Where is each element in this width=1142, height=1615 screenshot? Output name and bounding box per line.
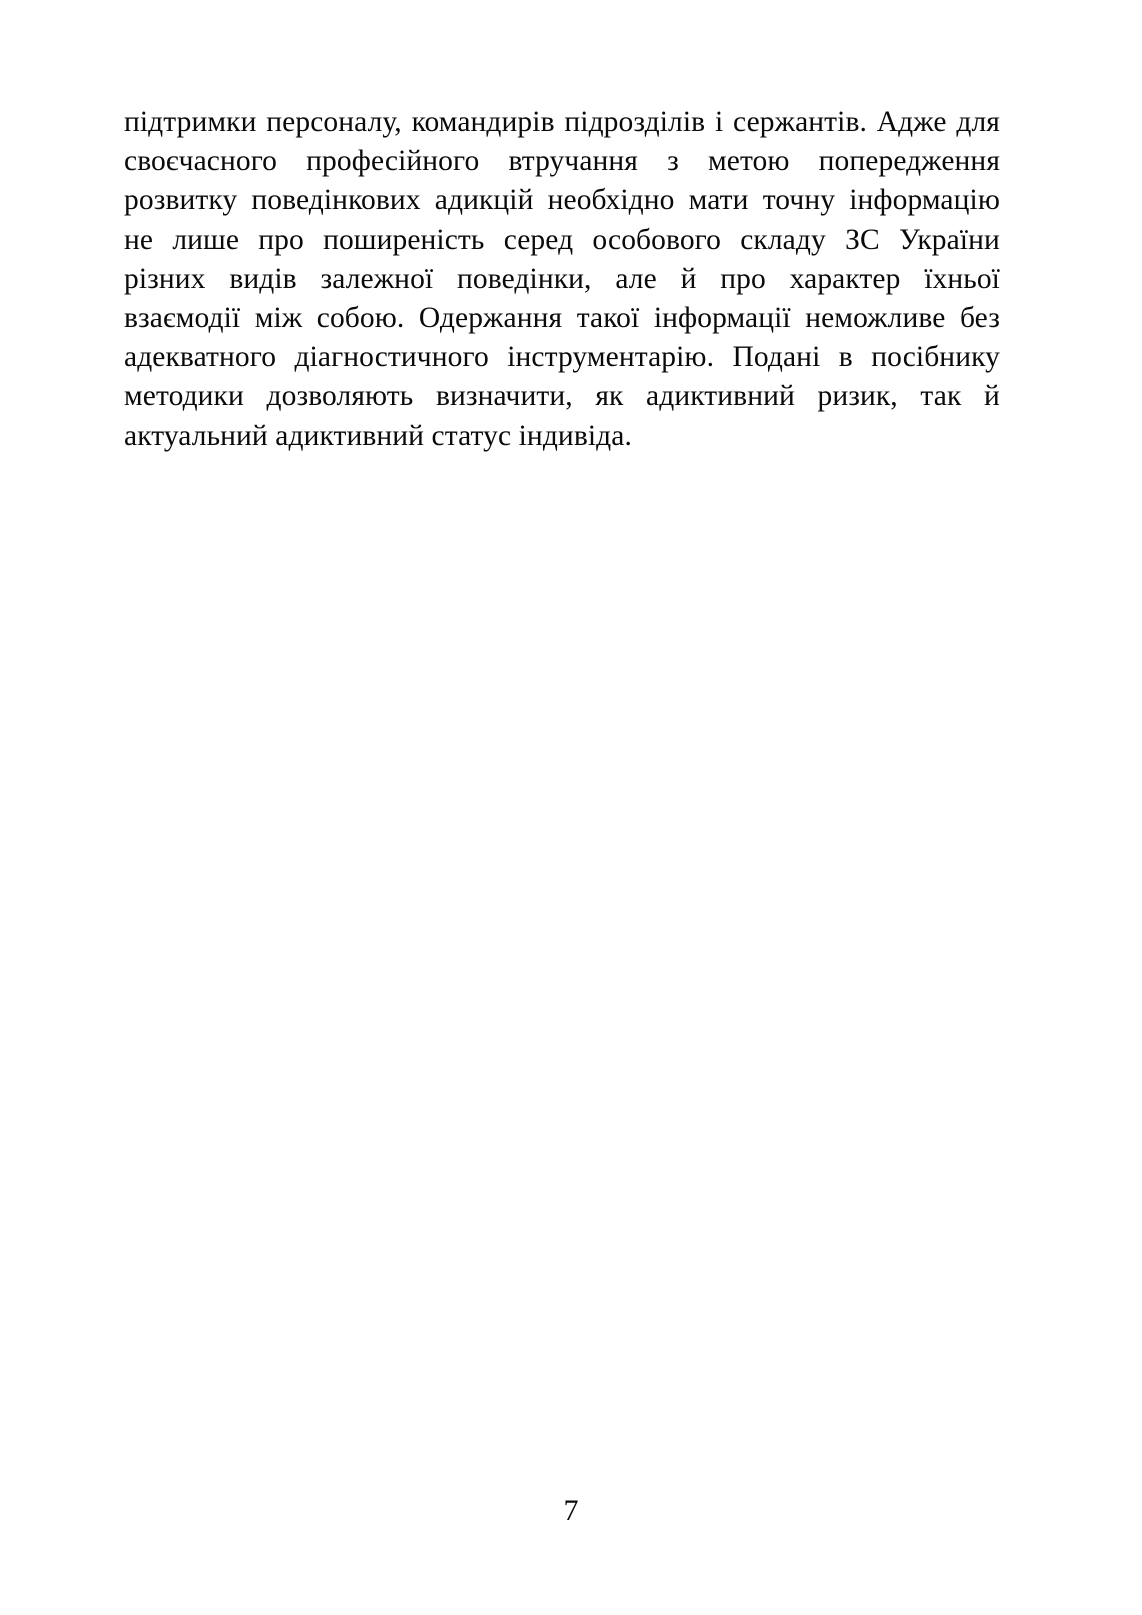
word: ризик,	[817, 380, 898, 413]
word: інформації	[653, 302, 791, 335]
word: необхідно	[547, 184, 675, 217]
word: про	[720, 262, 766, 295]
text-line-8	[124, 377, 1000, 416]
word: різних	[124, 262, 206, 295]
word: взаємодії	[124, 302, 241, 335]
word: інструментарію.	[507, 341, 715, 374]
word: Подані	[732, 341, 821, 374]
text-line-6	[124, 299, 1000, 338]
word: поведінкових	[251, 184, 421, 217]
word: і	[714, 106, 724, 138]
word: такої	[576, 302, 640, 335]
word: посібнику	[871, 341, 1000, 374]
text-line-4	[124, 221, 1000, 260]
text-line-5	[124, 260, 1000, 299]
word: розвитку	[124, 184, 238, 217]
word: підтримки	[124, 106, 257, 138]
word: з	[667, 145, 679, 178]
text-line-1	[124, 103, 1000, 142]
word: їхньої	[924, 262, 1000, 295]
word: своєчасного	[124, 145, 278, 178]
text-line-2	[124, 142, 1000, 181]
word: не	[124, 223, 154, 256]
word: точну	[762, 184, 836, 217]
page-number: 7	[563, 1494, 579, 1527]
word: в	[838, 341, 853, 374]
word: України	[898, 223, 1000, 256]
word: неможливе	[805, 302, 946, 335]
word: дозволяють	[266, 380, 414, 413]
word: собою.	[316, 302, 405, 335]
word: між	[254, 302, 303, 335]
word: й	[984, 380, 1000, 413]
text-line-9: актуальний адиктивний статус індивіда.	[124, 419, 632, 452]
word: складу	[740, 223, 826, 256]
word: інформацію	[849, 184, 1000, 217]
word: для	[956, 106, 1000, 138]
word: поширеність	[323, 223, 485, 256]
word: сержантів.	[733, 106, 867, 138]
word: видів	[229, 262, 297, 295]
word: й	[680, 262, 697, 295]
word: без	[959, 302, 1000, 335]
word: як	[595, 380, 624, 413]
word: персоналу,	[266, 106, 402, 138]
word: визначити,	[435, 380, 573, 413]
word: адиктивний	[646, 380, 795, 413]
word: адекватного	[124, 341, 277, 374]
word: залежної	[320, 262, 434, 295]
word: поведінки,	[457, 262, 592, 295]
word: характер	[789, 262, 901, 295]
word: серед	[503, 223, 574, 256]
word: лише	[172, 223, 240, 256]
word: попередження	[818, 145, 1000, 178]
word: втручання	[508, 145, 638, 178]
text-line-3	[124, 181, 1000, 220]
word: Одержання	[418, 302, 563, 335]
word: метою	[707, 145, 790, 178]
word: але	[615, 262, 657, 295]
word: професійного	[306, 145, 480, 178]
word: методики	[124, 380, 244, 413]
body-paragraph	[124, 103, 1000, 456]
word: мати	[688, 184, 749, 217]
word: про	[258, 223, 304, 256]
word: Адже	[876, 106, 947, 138]
word: так	[920, 380, 962, 413]
word: діагностичного	[294, 341, 489, 374]
word: адикцій	[434, 184, 534, 217]
text-line-7	[124, 338, 1000, 377]
word: ЗС	[845, 223, 880, 256]
word: особового	[592, 223, 722, 256]
word: підрозділів	[564, 106, 706, 138]
word: командирів	[411, 106, 555, 138]
